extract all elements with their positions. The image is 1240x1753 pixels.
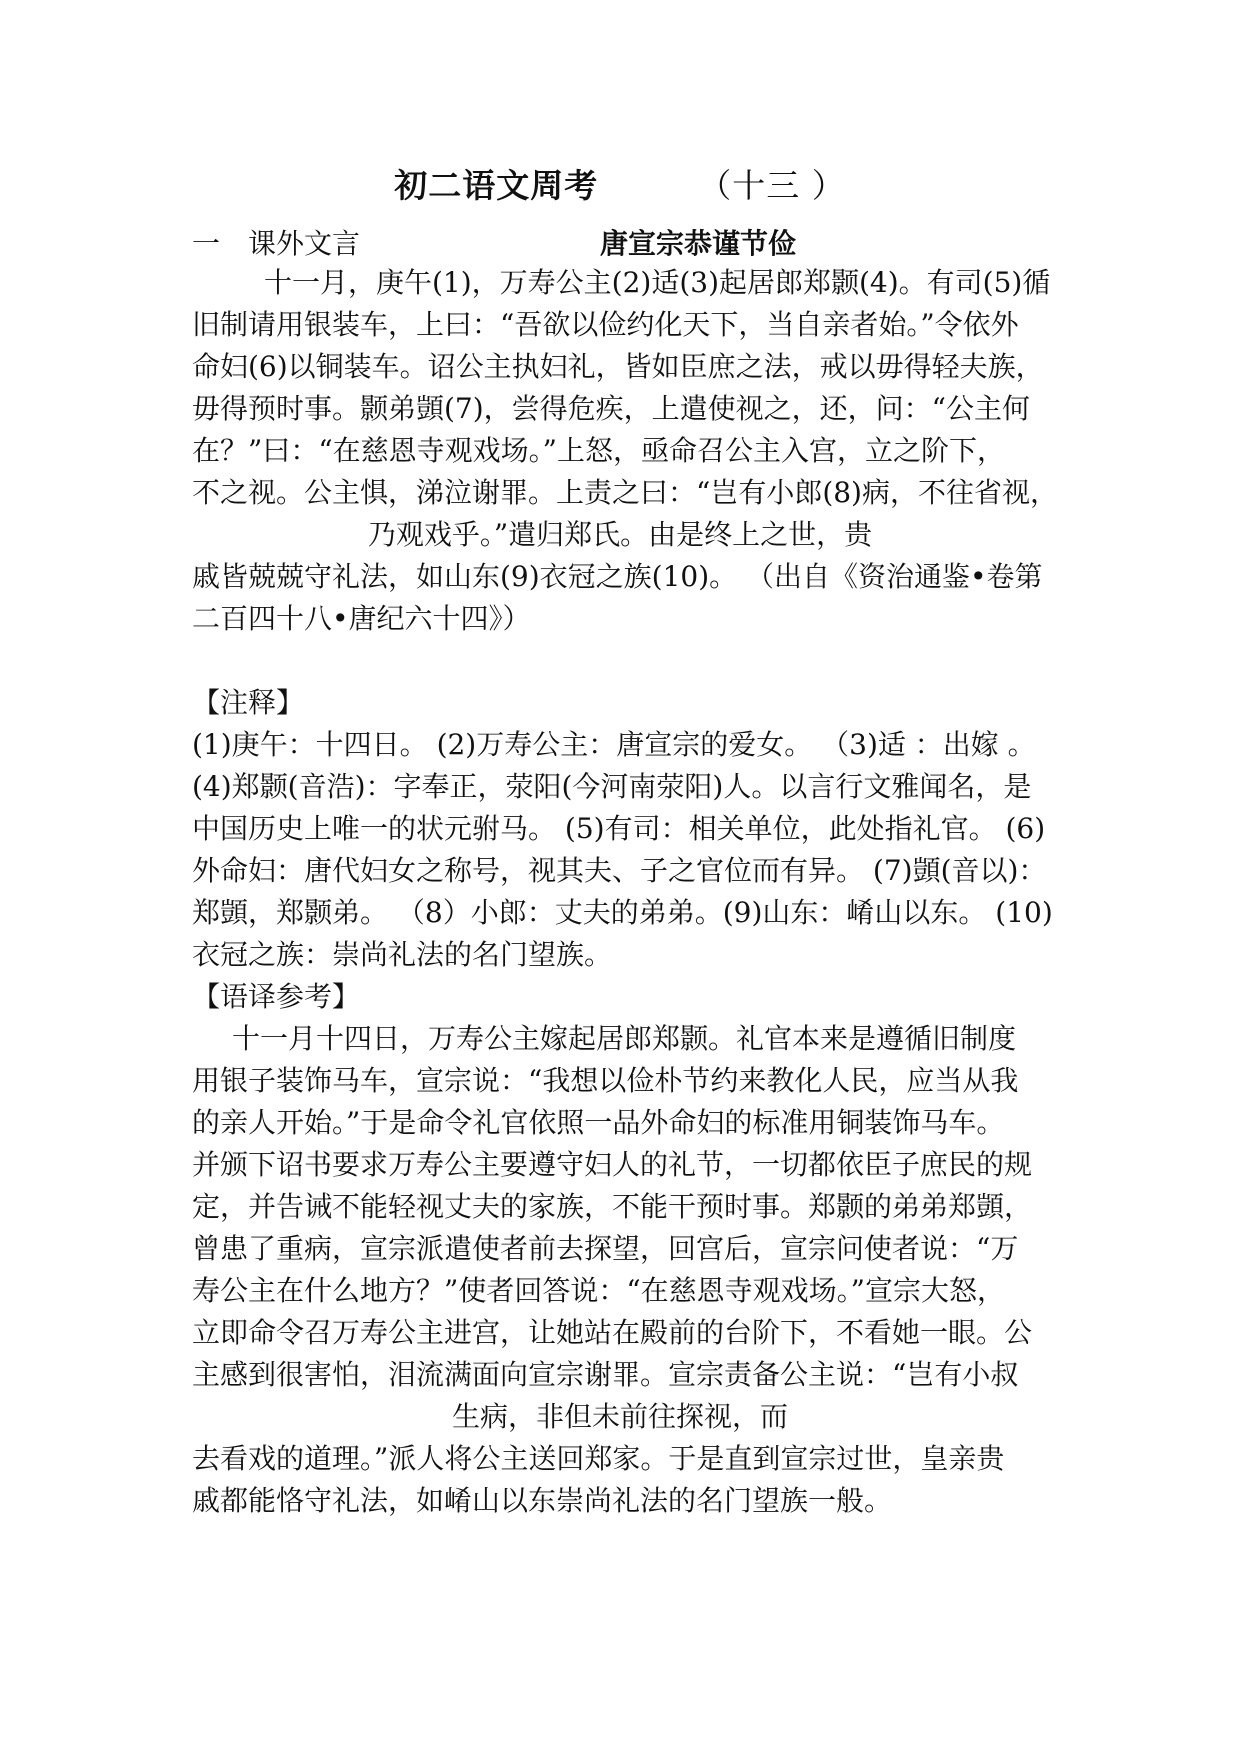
translation-line: 并颁下诏书要求万寿公主要遵守妇人的礼节，一切都依臣子庶民的规 (192, 1148, 1033, 1181)
section-heading (192, 222, 1062, 262)
notes-heading: 【注释】 (192, 686, 305, 719)
translation-line: 主感到很害怕，泪流满面向宣宗谢罪。宣宗责备公主说：“岂有小叔 (192, 1358, 1019, 1391)
translation-line: 寿公主在什么地方？”使者回答说：“在慈恩寺观戏场。”宣宗大怒， (192, 1274, 1005, 1307)
translation-line: 生病，非但未前往探视，而 (451, 1400, 788, 1433)
passage-line: 旧制请用银装车，上曰：“吾欲以俭约化天下，当自亲者始。”令依外 (192, 308, 1019, 341)
note-line: (4)郑颢(音浩)：字奉正，荥阳(今河南荥阳)人。以言行文雅闻名，是 (192, 770, 1032, 803)
passage-line: 乃观戏乎。”遣归郑氏。由是终上之世，贵 (367, 518, 873, 551)
translation-line: 的亲人开始。”于是命令礼官依照一品外命妇的标准用铜装饰马车。 (192, 1106, 1005, 1139)
note-line: 郑顗，郑颢弟。 （8）小郎：丈夫的弟弟。(9)山东：崤山以东。 (10) (192, 896, 1053, 929)
title-text: 初二语文周考 (394, 166, 599, 205)
note-line: 外命妇：唐代妇女之称号，视其夫、子之官位而有异。 (7)顗(音以)： (192, 854, 1047, 887)
translation-line: 立即命令召万寿公主进宫，让她站在殿前的台阶下，不看她一眼。公 (192, 1316, 1033, 1349)
passage-line: 毋得预时事。颢弟顗(7)，尝得危疾，上遣使视之，还，问：“公主何 (192, 392, 1030, 425)
translation-line: 用银子装饰马车，宣宗说：“我想以俭朴节约来教化人民，应当从我 (192, 1064, 1019, 1097)
translation-line: 去看戏的道理。”派人将公主送回郑家。于是直到宣宗过世，皇亲贵 (192, 1442, 1005, 1475)
section-label: 一 课外文言 (192, 227, 361, 260)
passage-line: 不之视。公主惧，涕泣谢罪。上责之曰：“岂有小郎(8)病，不往省视， (192, 476, 1058, 509)
passage-line: 十一月，庚午(1)，万寿公主(2)适(3)起居郎郑颢(4)。有司(5)循 (264, 266, 1051, 299)
passage-line: 命妇(6)以铜装车。诏公主执妇礼，皆如臣庶之法，戒以毋得轻夫族， (192, 350, 1044, 383)
note-line: 中国历史上唯一的状元驸马。 (5)有司：相关单位，此处指礼官。 (6) (192, 812, 1046, 845)
translation-line: 戚都能恪守礼法，如崤山以东崇尚礼法的名门望族一般。 (192, 1484, 893, 1517)
translation-line: 定，并告诫不能轻视丈夫的家族，不能干预时事。郑颢的弟弟郑顗， (192, 1190, 1033, 1223)
passage-line: 在？”曰：“在慈恩寺观戏场。”上怒，亟命召公主入宫，立之阶下， (192, 434, 1005, 467)
title-number: （十三 ） (698, 166, 846, 205)
passage-title: 唐宣宗恭谨节俭 (600, 227, 797, 260)
translation-line: 曾患了重病，宣宗派遣使者前去探望，回宫后，宣宗问使者说：“万 (192, 1232, 1019, 1265)
translation-line: 十一月十四日，万寿公主嫁起居郎郑颢。礼官本来是遵循旧制度 (232, 1022, 1017, 1055)
translation-heading: 【语译参考】 (192, 980, 361, 1013)
passage-line: 二百四十八•唐纪六十四》） (192, 602, 531, 635)
note-line: (1)庚午：十四日。 (2)万寿公主：唐宣宗的爱女。 （3)适 ：出嫁 。 (192, 728, 1036, 761)
note-line: 衣冠之族：崇尚礼法的名门望族。 (192, 938, 613, 971)
passage-line: 戚皆兢兢守礼法，如山东(9)衣冠之族(10)。 （出自《资治通鉴•卷第 (192, 560, 1043, 593)
page-title (0, 160, 1240, 207)
